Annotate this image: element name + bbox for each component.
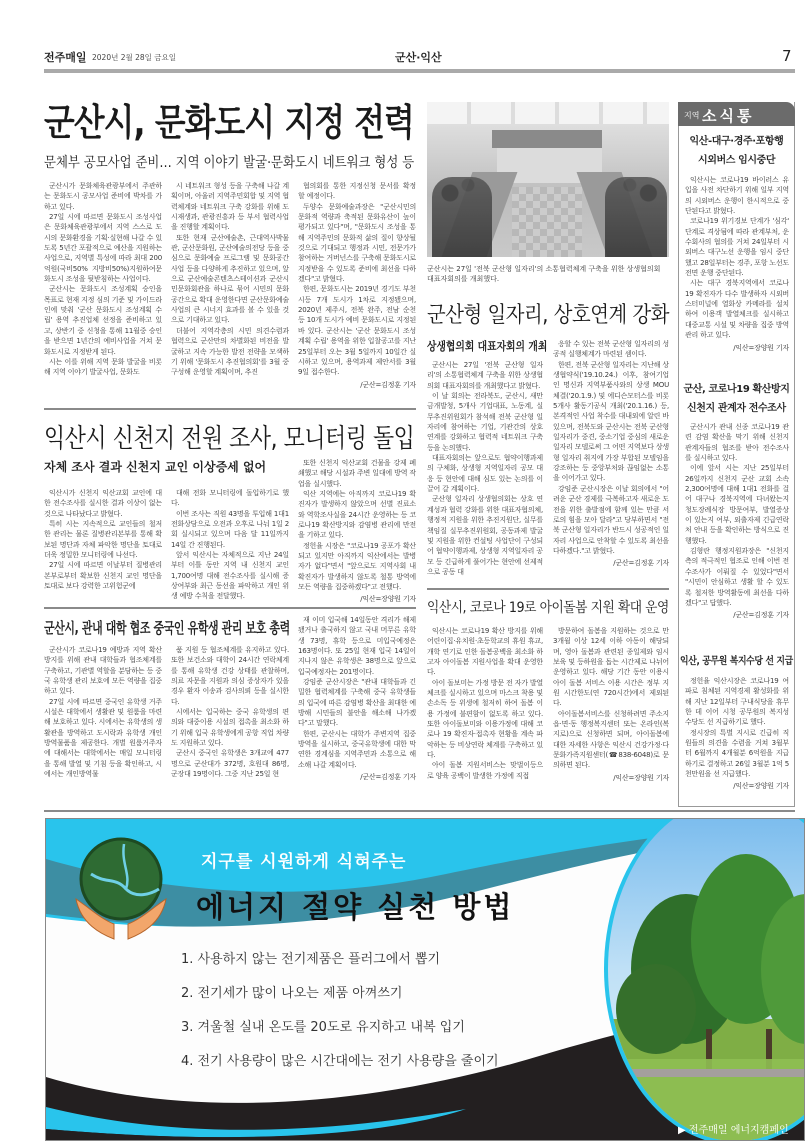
byline: /군산=김정훈 기자 <box>360 380 416 389</box>
byline: /익산=장양원 기자 <box>613 773 669 782</box>
article-paragraph: 아이돌봄서비스를 신청하려면 주소지 읍·면·동 행정복지센터 또는 온라인(복지로)으로 신청하면 되며, 아이돌봄에 대한 자세한 사항은 익산시 건강가정·다문화가족지원센터(☎838-6048)로 문의하면 된다. <box>553 709 669 770</box>
article-paragraph: 한편, 전북 군산형 일자리는 지난해 상생협약식('19.10.24.) 이후, 참여기업인 명신과 지역부품사와의 상생 MOU 체결('20.1.9.) 및 에디슨모터스를 비롯 5개사 활동기공식 개최('20.1.16.) 등, 본격적인 사업 착수를 대내외에 알린 바 있으며, 전북도와 군산시는 전북 군산형 일자리가 중견, 중소기업 중심의 새로운 일자리 모델로써 그 어떤 지역보다 상생형 일자리 취지에 가장 부합된 모델임을 강조하는 등 중앙부처와 끊임없는 소통을 이어가고 있다. <box>553 360 669 483</box>
brief-title: 익산-대구·경주·포항행 <box>689 136 784 147</box>
ad-tip-item: 2. 전기세가 많이 나오는 제품 아껴쓰기 <box>181 986 403 1001</box>
brief-body <box>685 422 789 621</box>
article-paragraph: 이번 조사는 직원 43명을 투입해 1대1 전화상담으로 오전과 오후로 나눠 1일 2회 실시되고 있으며 다음 달 11일까지 14일 간 진행된다. <box>171 509 289 549</box>
article-paragraph: 방문하여 돌봄을 지원하는 것으로 만 3개월 이상 12세 이하 아동이 해당되며, 영아 돌봄과 관련된 종일제와 임시보육 및 등하원을 돕는 시간제로 나뉘어 운영하고 있다. 해당 기간 동안 이용시 아이 돌봄 서비스 이용 시간은 정부 지원 시간한도(연 720시간)에서 제외된다. <box>553 627 669 708</box>
byline: /익산=장양원 기자 <box>360 595 416 604</box>
ad-title: 에너지 절약 실천 방법 <box>196 890 515 924</box>
photo-caption: 군산시는 27일 '전북 군산형 일자리'의 소통협력체계 구축을 위한 상생협의회 대표자회의를 개최했다. <box>427 265 661 283</box>
article-paragraph: 이에 앞서 시는 지난 25일부터 26일까지 신천지 군산 교회 소속 2,300여명에 대해 1대1 전화를 걸어 대구나 경북지역에 다녀왔는지 청도장례식장 방문여부, 발열증상이 있는지 여부, 외출자제 긴급연락처 안내 등을 확인하는 방식으로 진행했다. <box>685 464 789 545</box>
brief-title: 익산, 공무원 복지수당 선 지급 <box>680 656 793 667</box>
article-paragraph: 앞서 익산시는 자체적으로 지난 24일부터 이틀 동안 지역 내 신천지 교인 1,700여명 대해 전수조사를 실시해 증상여부와 최근 동선을 파악하고 개인 위생 예방 수칙을 전달했다. <box>171 551 289 601</box>
brief-title: 시외버스 임시중단 <box>698 155 776 166</box>
article-paragraph: 군산시는 문화도시 조성계획 승인을 목표로 현재 지정 심의 기준 및 가이드라인에 맞춰 '군산 문화도시 조성계획 수립' 용역 추진업체 선정을 준비하고 있고, 상반기 중 신청을 통해 11월중 승인을 받으면 1년간의 예비사업을 거쳐 문화도시로 지정받게 된다. <box>44 285 162 356</box>
article-paragraph: 응할 수 있는 전북 군산형 일자리의 성공적 실행체계가 마련된 셈이다. <box>553 340 669 359</box>
meeting-photo <box>427 102 669 257</box>
article-paragraphs <box>298 181 416 378</box>
article-paragraph: 또한 현재 군산예술촌, 근대역사박물관, 군산문화원, 군산예술의전당 등을 중심으로 문화예술 프로그램 및 문화공간 사업 등을 다양하게 추진하고 있으며, 앞으로 군산예술콘텐츠스테이션과 군산시민문화회관을 하나로 묶어 시민의 문화공간으로 확대 운영한다면 군산문화예술 사업의 큰 시너지 효과를 볼 수 있을 것으로 기대하고 있다. <box>171 233 289 325</box>
article-column <box>553 626 669 783</box>
page-number: 7 <box>782 47 792 65</box>
energy-campaign-ad <box>45 818 805 1141</box>
ad-tip-item: 1. 사용하지 않는 전기제품은 플러그에서 뽑기 <box>181 952 441 967</box>
divider <box>44 810 795 812</box>
article-paragraph: 정헌율 익산시장은 코로나19 여파로 침체된 지역경제 활성화를 위해 지난 12일부터 구내식당을 휴무한 데 이어 시청 공무원의 복지성 수당도 선 지급하기로 했다. <box>685 677 789 727</box>
article-paragraph: 군산시가 관내 신종 코로나19 관련 감염 확산을 막기 위해 신천지 관계자들의 협조를 받아 전수조사를 실시하고 있다. <box>685 423 789 463</box>
article-paragraph: 27일 시에 따르면 문화도시 조성사업은 문화체육관광부에서 지역 스스로 도시의 문화환경을 기획·실현해 나갈 수 있도록 5년간 포괄적으로 예산을 지원하는 사업으로, 지역별 특성에 따라 최대 200억원(국비50% 지방비50%)지원하여문화도시 조성을 뒷받침하는 사업이다. <box>44 213 162 284</box>
article-paragraph: 아이 돌봄 지원서비스는 맞벌이등으로 양육 공백이 발생한 가정에 직접 <box>427 761 543 780</box>
play-arrow-icon: ▶ <box>678 1125 689 1136</box>
brief-body <box>685 676 789 792</box>
article-paragraph: 익산 지역에는 아직까지 코로나19 확진자가 발생하지 않았으며 선별 진료소와 역학조사실을 24시간 운영하는 등 코로나19 확산방지와 감염병 관리에 만전을 기하고 있다. <box>298 490 416 540</box>
article-headline: 군산형 일자리, 상호연계 강화 <box>427 303 669 328</box>
article-column <box>171 488 289 602</box>
divider <box>44 408 416 410</box>
article-subheadline: 문체부 공모사업 준비… 지역 이야기 발굴·문화도시 네트워크 형성 등 <box>44 155 415 171</box>
local-news-sidebar <box>678 102 795 807</box>
article-paragraph: 아이 돌보미는 가정 방문 전 자가 발열 체크를 실시하고 있으며 마스크 착용 및 손소독 등 위생에 철저히 하여 돌봄 이용 가정에 불편함이 없도록 하고 있다. 또한 아이돌보미와 이용가정에 대해 코로나 19 확진자·접촉자 현황을 계속 파악하는 등 비상연락 체계를 구축하고 있다. <box>427 678 543 760</box>
article-headline: 군산시, 관내 대학 협조 중국인 유학생 관리 보호 총력 <box>44 619 290 637</box>
sidebar-label: 지역 <box>684 111 700 120</box>
newspaper-name: 전주매일 <box>44 51 87 64</box>
article-paragraph: 시에서는 입국하는 중국 유학생의 편의와 대중이용 시설의 접촉을 최소화 하기 위해 입국 유학생에게 공항 직업 차량도 지원하고 있다. <box>171 708 289 748</box>
article-paragraph: 협의회를 통한 지정신청 문서를 확정할 예정이다. <box>298 182 416 201</box>
brief-title: 군산, 코로나19 확산방지 <box>683 384 790 395</box>
article-paragraph: 특히 시는 지속적으로 교인들의 철저한 관리는 물론 질병관리본부를 통해 확보된 명단과 자체 파악한 명단을 토대로 더욱 정밀한 모니터링에 나선다. <box>44 520 162 560</box>
article-paragraph: 코로나19 위기경보 단계가 '심각' 단계로 격상됨에 따라 관계부처, 운수회사의 협의를 거쳐 24일부터 시외버스 대구노선 운행을 임시 중단했고 28일부터는 경주, 포항 노선도 전면 운행 중단된다. <box>685 217 789 278</box>
brief-body <box>685 175 789 353</box>
byline: /익산=장양원 기자 <box>733 343 789 352</box>
ad-background <box>46 819 805 1141</box>
article-paragraph: 익산시는 코로나19 바이러스 유입을 사전 차단하기 위해 일부 지역의 시외버스 운행이 한시적으로 중단된다고 밝혔다. <box>685 176 789 216</box>
article-paragraph: 대표자회의는 앞으로도 협약이행과제의 구체화, 상생형 지역일자리 공모 대응 등 현안에 대해 심도 있는 논의를 이끌어 갈 계획이다. <box>427 454 543 494</box>
article-paragraph: 군산시가 문화체육관광부에서 주관하는 문화도시 공모사업 준비에 박차를 가하고 있다. <box>44 182 162 211</box>
article-paragraph: 27일 시에 따르면 중국인 유학생 거주 시설은 대학에서 생활관 및 원룸을 마련해 보호하고 있다. 시에서는 유학생의 생활관을 방역하고 도시락과 유학생 개인 방역물품을 제공한다. 개별 원룸거주자에 대해서는 대학에서는 매일 모니터링을 통해 발열 및 기침 등을 확인하고, 시에서는 개인방역물 <box>44 697 162 779</box>
article-column <box>298 458 416 605</box>
sidebar-header <box>678 102 795 126</box>
article-paragraph: 이 날 회의는 전라북도, 군산시, 새만금개발청, 5개사 기업대표, 노동계, 실무추진위원회가 참석해 전북 군산형 일자리에 참여하는 기업, 기관간의 상호 연계를 강화하고 협력적 네트워크 구축 등을 논의했다. <box>427 392 543 452</box>
brief-title: 신천지 관계자 전수조사 <box>687 403 786 414</box>
article-paragraph: 시는 이를 위해 지역 문화 발굴을 비롯해 지역 이야기 발굴사업, 문화도 <box>44 357 162 377</box>
article-headline: 익산시 신천지 전원 조사, 모니터링 돌입 <box>44 424 415 454</box>
article-column <box>427 360 543 577</box>
ad-tip-item: 3. 겨울철 실내 온도를 20도로 유지하고 내복 입기 <box>181 1020 465 1035</box>
article-paragraph: 군산시가 코로나19 예방과 지역 확산 방지를 위해 관내 대학들과 협조체계를 구축하고, 기관별 역할을 분담하는 등 중국 유학생 관리 보호에 모든 역량을 집중하고 있다. <box>44 646 162 696</box>
article-paragraph: 품 지원 등 협조체계를 유지하고 있다. 또한 보건소와 대학이 24시간 연락체계를 통해 유학생 건강 상태를 관찰하며, 의료 자문을 지원과 의심 증상자가 있을 경우 환자 이송과 검사의뢰 등을 실시한다. <box>171 646 289 706</box>
article-paragraph: 한편, 문화도시는 2019년 경기도 부천시등 7개 도시가 1차로 지정됐으며, 2020년 제주시, 전북 완주, 전남 순천 등 10개 도시가 예비 문화도시로 지정된 바 있다. 군산시는 '군산 문화도시 조성계획 수립' 용역을 위한 입찰공고를 지난 25일부터 오는 3월 5일까지 10일간 실시하고 있으며, 용역과제 제안서를 3월 9일 접수한다. <box>298 285 416 377</box>
divider <box>44 607 416 609</box>
sidebar-title: 소식통 <box>702 107 755 125</box>
issue-date: 2020년 2월 28일 금요일 <box>92 53 177 62</box>
article-subheadline: 자체 조사 결과 신천지 교인 이상증세 없어 <box>44 460 267 474</box>
brief-paragraphs <box>685 422 789 608</box>
article-column <box>171 181 289 378</box>
ad-tip-item: 4. 전기 사용량이 많은 시간대에는 전기 사용량을 줄이기 <box>181 1054 499 1069</box>
header-rule <box>44 69 795 73</box>
article-column <box>298 615 416 783</box>
byline: /군산=김정훈 기자 <box>360 773 416 782</box>
article-paragraphs <box>553 339 669 556</box>
article-paragraph: 재 이미 입국해 14일동안 격리가 해제됐거나 출국하지 않고 국내 머무른 유학생 73명, 휴학 등으로 미입국예정은 163명이다. 또 25일 현재 입국 14일이 지나지 않은 유학생은 38명으로 앞으로 입국예정자는 201명이다. <box>298 616 416 676</box>
article-paragraph: 익산시는 코로나19 확산 방지를 위해 어린이집·유치원·초등학교의 휴원 휴교, 개학 연기로 인한 돌봄공백을 최소화 하고자 아이돌봄 지원사업을 확대 운영한다. <box>427 627 543 677</box>
article-paragraph: 익산시가 신천지 익산교회 교인에 대한 전수조사를 실시한 결과 이상이 없는 것으로 나타났다고 밝혔다. <box>44 489 162 518</box>
ad-footer <box>678 1121 789 1136</box>
ad-tagline: 지구를 시원하게 식혀주는 <box>201 852 407 872</box>
ad-footer-text: 전주매일 에너지캠페인 <box>688 1125 789 1136</box>
article-paragraphs <box>298 615 416 770</box>
article-paragraph: 시는 대구 경북지역에서 코로나19 확진자가 다수 발생하자 시외버스터미널에 열화상 카메라를 설치하여 이용객 발열체크를 실시하고 대중교통 시설 및 차량을 집중 방역 관리 하고 있다. <box>685 279 789 340</box>
article-paragraph: 군산시는 27일 '전북 군산형 일자리'의 소통협력체계 구축을 위한 상생협의회 대표자회의를 개최했다고 밝혔다. <box>427 361 543 390</box>
article-paragraph: 두양수 문화예술과장은 "군산시민의 문화적 역량과 축적된 문화유산이 높이 평가되고 있다"며, "문화도시 조성을 통해 지역주민의 문화적 삶의 질이 향상될 것으로 기대되고 행정과 시민, 전문가가 참여하는 거버넌스를 구축해 문화도시로 지정받을 수 있도록 준비에 최선을 다하겠다"고 밝혔다. <box>298 202 416 284</box>
divider <box>427 588 669 590</box>
article-paragraph: 더불어 지역각층의 시민 의견수렴과 협력으로 군산만의 차별화된 비전을 발굴하고 지속 가능한 발전 전략을 모색하기 위해 '문화도시 추진협의회'를 3월 중 구성해 운영할 계획이며, 추진 <box>171 326 289 377</box>
article-paragraph: 김형란 행정지원과장은 "신천지 측의 적극적인 협조로 인해 이번 전수조사가 이뤄질 수 있었다"면서 "시민이 안심하고 생활 할 수 있도록 철저한 방역활동에 최선을 다하겠다"고 답했다. <box>685 547 789 607</box>
section-name: 군산·익산 <box>395 51 442 64</box>
article-headline: 군산시, 문화도시 지정 전력 <box>44 101 414 144</box>
article-paragraphs <box>553 626 669 771</box>
article-paragraph: 한편, 군산시는 대학가 주변지역 집중 방역을 실시하고, 중국유학생에 대한 막연한 경계심을 지역주민과 소통으로 해소해 나갈 계획이다. <box>298 729 416 769</box>
byline: /군산=김정훈 기자 <box>613 559 669 568</box>
brief-paragraphs <box>685 676 789 779</box>
article-paragraph: 대해 전화 모니터링에 돌입하기로 했다. <box>171 489 289 508</box>
article-paragraph: 군산시 중국인 유학생은 3개교에 477명으로 군산대가 372명, 호원대 86명, 군장대 19명이다. 그중 지난 25일 현 <box>171 749 289 779</box>
article-column <box>44 645 162 779</box>
article-paragraph: 정헌율 시장은 "코로나19 공포가 확산되고 있지만 아직까지 익산에서는 발병자가 없다"면서 "앞으로도 지역사회 내 확진자가 발생하지 않도록 철통 방역에 모든 역량을 집중하겠다"고 전했다. <box>298 541 416 592</box>
article-column <box>298 181 416 390</box>
article-paragraph: 강임준 군산시장은 이날 회의에서 "어려운 군산 경제를 극복하고자 새로운 도전을 위한 출발점에 함께 있는 만큼 서로의 힘을 모아 달라"고 당부하면서 "전북 군산형 일자리가 반드시 성공적인 일자리 사업으로 안착할 수 있도록 최선을 다하겠다."고 밝혔다. <box>553 484 669 555</box>
article-paragraph: 27일 시에 따르면 이날부터 질병관리본부로부터 확보한 신천지 교인 명단을 토대로 보다 강력한 고위험군에 <box>44 561 162 591</box>
article-paragraph: 강임준 군산시장은 "관내 대학들과 긴밀한 협력체계를 구축해 중국 유학생들의 입국에 따른 감염병 확산을 최대한 예방해 시민들의 불안을 해소해 나가겠다"고 말했다. <box>298 678 416 728</box>
article-paragraph: 군산형 일자리 상생협의회는 상호 연계성과 협력 강화를 위한 대표자협의체, 행정적 지원을 위한 추진지원단, 실무를 책임질 실무추진위원회, 공동과제 발굴 및 지원을 위한 컨설팅 사업단이 구성되어 협약이행과제, 상생형 지역일자리 공모 등 긴급하게 풀어가는 현안에 선제적으로 공동 대 <box>427 495 543 576</box>
article-paragraph: 또한 신천지 익산교회 건물을 강제 폐쇄했고 해당 시설과 주변 일대에 방역 작업을 실시했다. <box>298 459 416 488</box>
byline: /군산=김정훈 기자 <box>733 611 789 620</box>
article-column <box>427 626 543 781</box>
byline: /익산=장양원 기자 <box>733 782 789 791</box>
article-paragraph: 정시장의 특별 지시로 긴급히 직원들의 의견을 수렴을 거쳐 3월부터 6월까지 4개월분 6억원을 지급하기로 결정하고 26일 3월분 1억 5천만원을 선 지급했다. <box>685 728 789 779</box>
article-paragraph: 시 네트워크 형성 등을 구축해 나갈 계획이며, 아울러 지역주민회합 및 지역 협력체계와 네트워크 구축 강화를 위해 도시재생과, 관광진흥과 등 부서 협력사업을 진행할 계획이다. <box>171 182 289 232</box>
article-headline: 익산시, 코로나 19로 아이돌봄 지원 확대 운영 <box>427 600 669 616</box>
brief-paragraphs <box>685 175 789 341</box>
article-paragraphs <box>298 458 416 592</box>
article-column <box>553 339 669 569</box>
article-column <box>171 645 289 779</box>
article-column <box>44 181 162 378</box>
article-column <box>44 488 162 591</box>
article-subheadline: 상생협의회 대표자회의 개최 <box>427 339 548 353</box>
